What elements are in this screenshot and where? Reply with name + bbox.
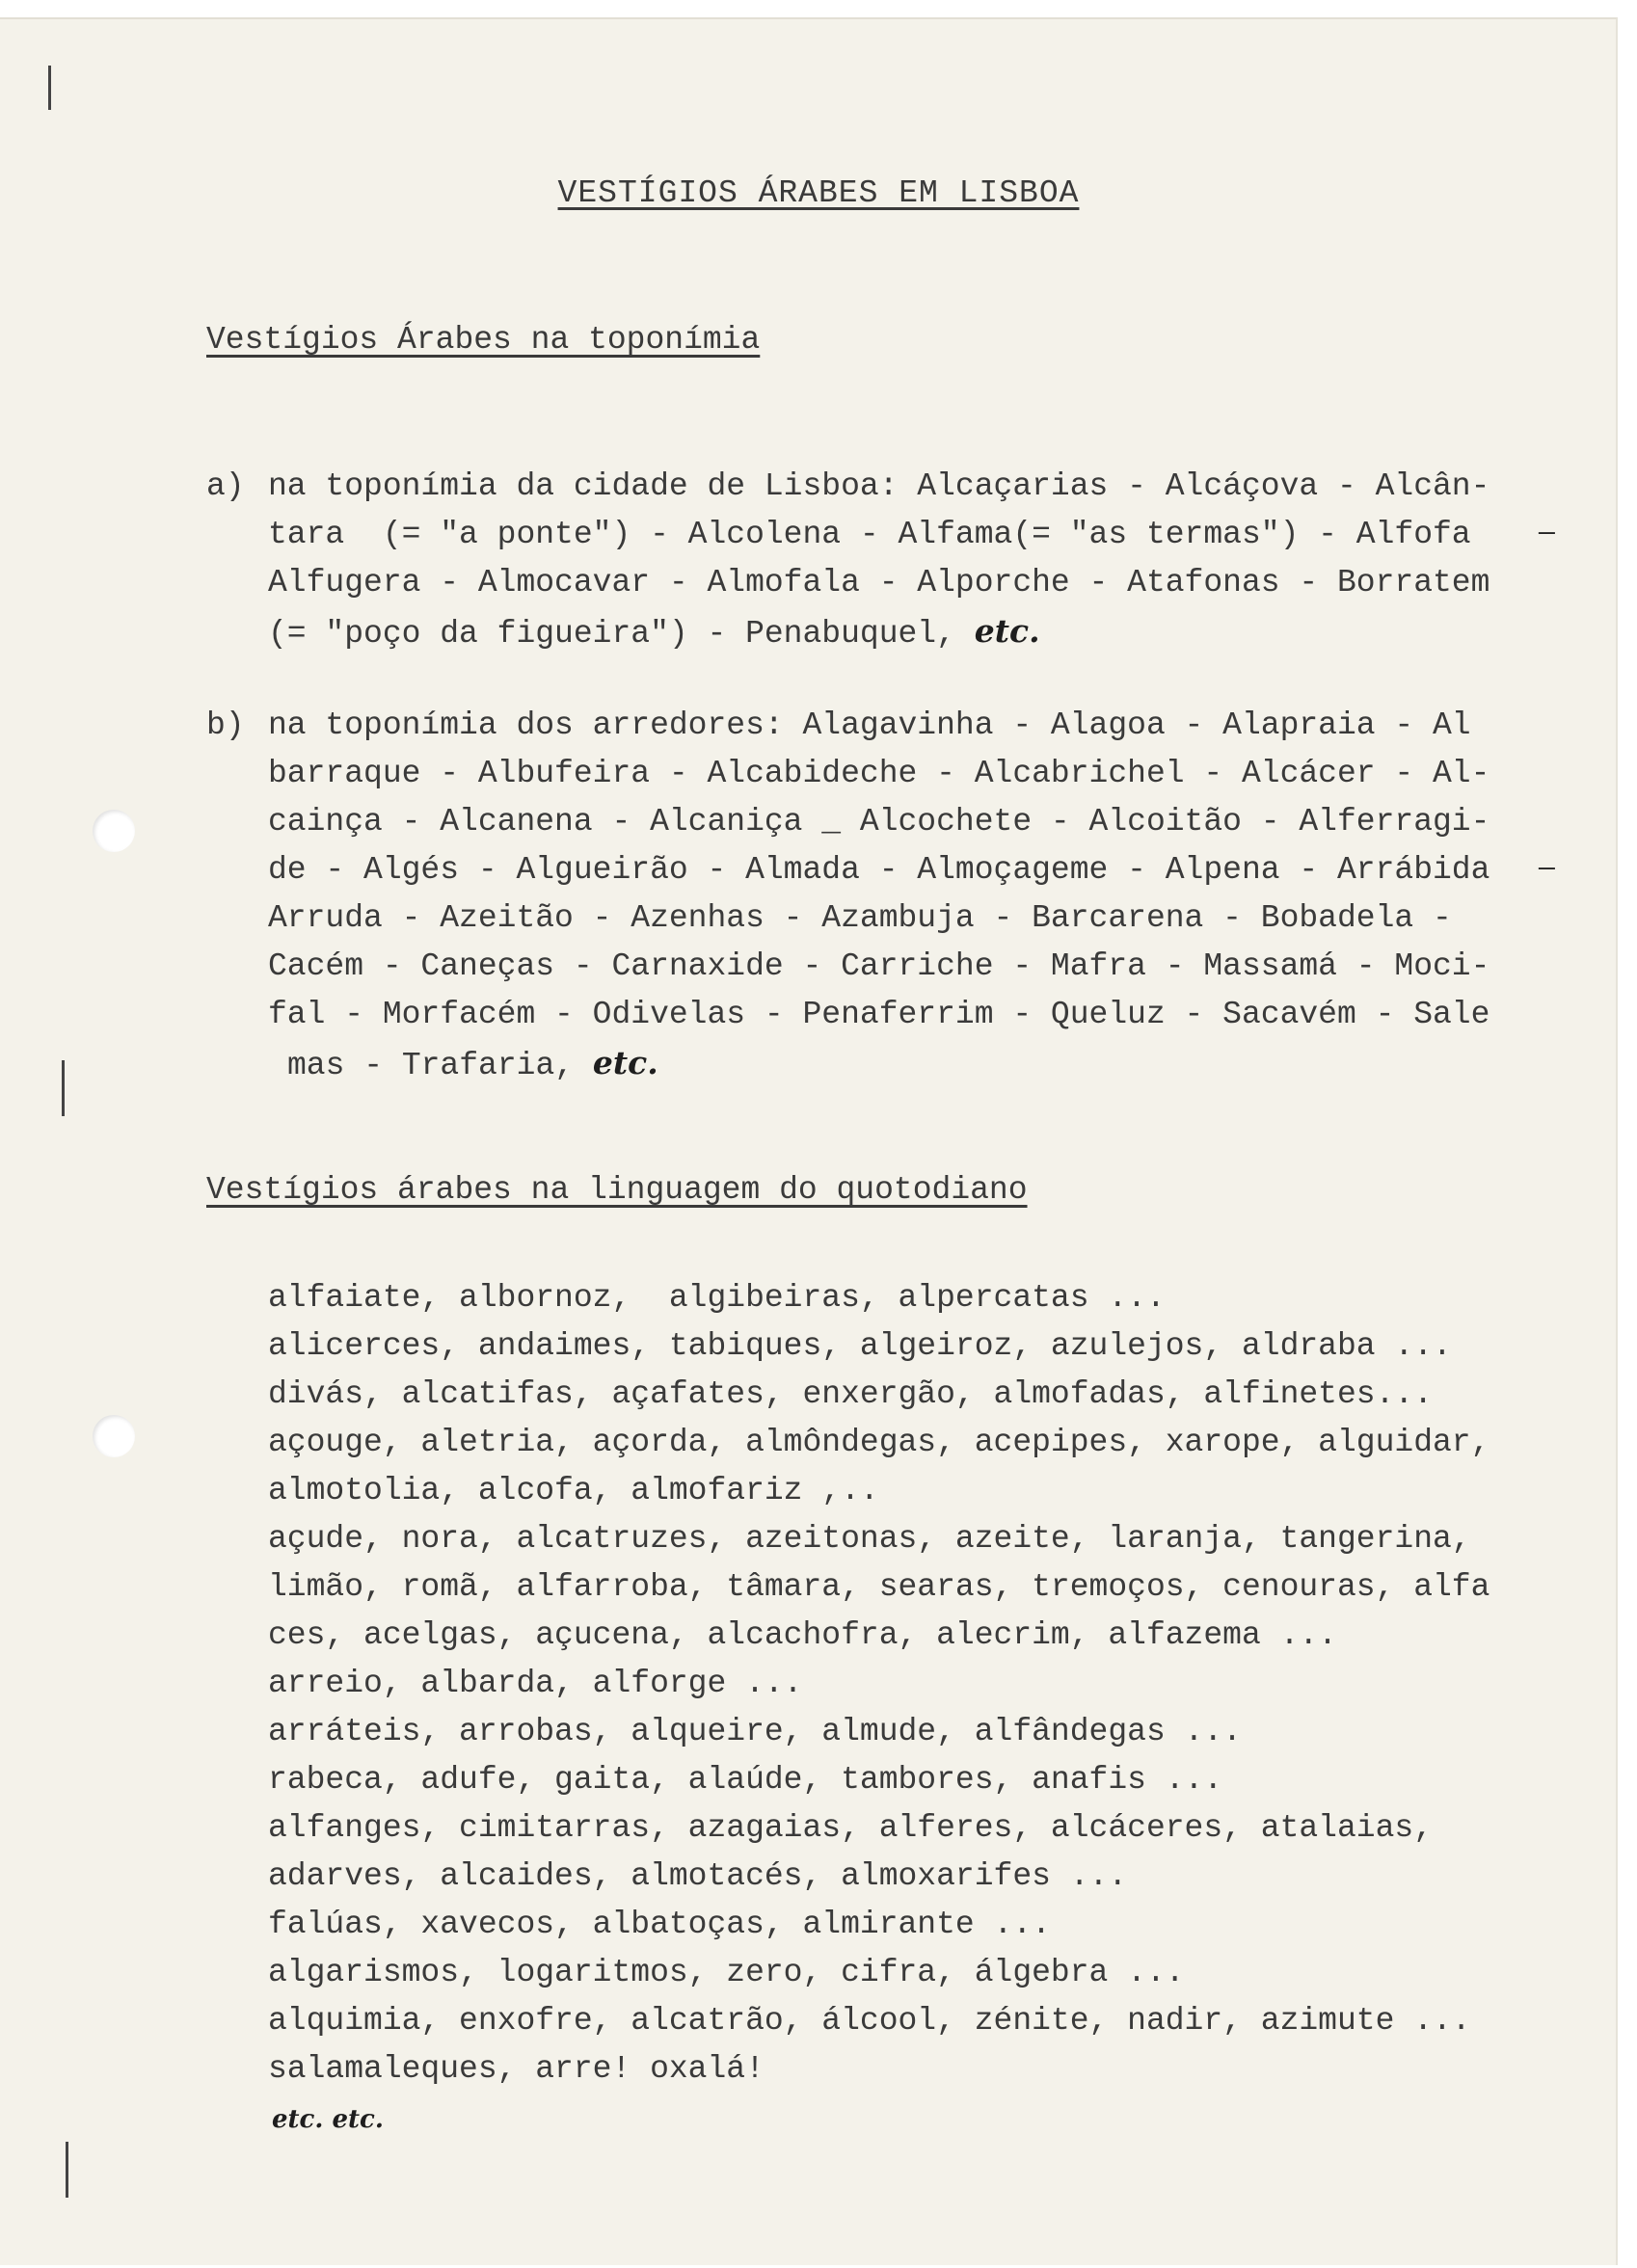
toponymy-item-b — [206, 702, 1575, 1090]
item-b-line-6: Cacém - Caneças - Carnaxide - Carriche - Mafra - Massamá - Moci- — [268, 948, 1490, 984]
vocab-line: algarismos, logaritmos, zero, cifra, álgebra ... — [268, 1955, 1185, 1990]
vocab-line: salamaleques, arre! oxalá! — [268, 2051, 765, 2087]
toponymy-heading: Vestígios Árabes na toponímia — [206, 322, 761, 358]
item-a-handwritten-etc: etc. — [974, 612, 1040, 650]
handwritten-closing-etc: etc. etc. — [272, 2105, 384, 2134]
item-b-label: b) — [206, 707, 245, 743]
vocab-line: almotolia, alcofa, almofariz ,.. — [268, 1473, 879, 1508]
margin-dash-a: — — [1539, 519, 1555, 548]
punch-hole-lower — [93, 1415, 135, 1457]
item-b-line-3: cainça - Alcanena - Alcaniça _ Alcochete - Alcoitão - Alferragi- — [268, 804, 1490, 840]
item-b-line-1: na toponímia dos arredores: Alagavinha - Alagoa - Alapraia - Al — [268, 707, 1471, 743]
item-a-line-1: na toponímia da cidade de Lisboa: Alcaçarias - Alcáçova - Alcân- — [268, 468, 1490, 504]
item-a-line-4-text: (= "poço da figueira") - Penabuquel, — [268, 616, 955, 652]
vocab-line: açude, nora, alcatruzes, azeitonas, azeite, laranja, tangerina, — [268, 1521, 1471, 1557]
vocab-line: açouge, aletria, açorda, almôndegas, acepipes, xarope, alguidar, — [268, 1425, 1490, 1460]
toponymy-item-a — [206, 463, 1575, 658]
edge-mark-bottom — [66, 2142, 68, 2198]
item-b-line-8-text: mas - Trafaria, — [287, 1048, 575, 1083]
edge-mark-top — [48, 66, 51, 110]
item-a-line-3: Alfugera - Almocavar - Almofala - Alporche - Atafonas - Borratem — [268, 565, 1490, 600]
item-a-line-2: tara (= "a ponte") - Alcolena - Alfama(= "as termas") - Alfofa — [268, 517, 1471, 552]
margin-dash-b: — — [1539, 854, 1555, 884]
vocab-line: divás, alcatifas, açafates, enxergão, almofadas, alfinetes... — [268, 1376, 1433, 1412]
item-b-line-8 — [206, 1039, 1575, 1090]
vocab-line: alquimia, enxofre, alcatrão, álcool, zénite, nadir, azimute ... — [268, 2003, 1471, 2039]
vocab-line: rabeca, adufe, gaita, alaúde, tambores, anafis ... — [268, 1762, 1223, 1798]
edge-mark-middle — [62, 1060, 65, 1116]
item-b-line-4: de - Algés - Algueirão - Almada - Almoçageme - Alpena - Arrábida — [268, 852, 1490, 888]
vocab-line: alfanges, cimitarras, azagaias, alferes, alcáceres, atalaias, — [268, 1810, 1433, 1846]
vocab-line: ces, acelgas, açucena, alcachofra, alecrim, alfazema ... — [268, 1617, 1337, 1653]
item-b-line-7: fal - Morfacém - Odivelas - Penaferrim - Queluz - Sacavém - Sale — [268, 997, 1490, 1032]
vocab-line: adarves, alcaides, almotacés, almoxarifes ... — [268, 1858, 1128, 1894]
item-a-label: a) — [206, 468, 245, 504]
item-b-handwritten-etc: etc. — [592, 1044, 658, 1081]
vocab-line: alfaiate, albornoz, algibeiras, alpercatas ... — [268, 1280, 1166, 1316]
daily-language-heading: Vestígios árabes na linguagem do quotodiano — [206, 1172, 1028, 1208]
vocab-line: alicerces, andaimes, tabiques, algeiroz, azulejos, aldraba ... — [268, 1328, 1452, 1364]
item-b-line-2: barraque - Albufeira - Alcabideche - Alcabrichel - Alcácer - Al- — [268, 756, 1490, 791]
item-a-line-4 — [206, 607, 1575, 658]
vocab-line: arráteis, arrobas, alqueire, almude, alfândegas ... — [268, 1714, 1242, 1749]
vocab-line: limão, romã, alfarroba, tâmara, searas, tremoços, cenouras, alfa — [268, 1569, 1490, 1605]
daily-language-list — [268, 1274, 1598, 2094]
item-b-line-5: Arruda - Azeitão - Azenhas - Azambuja - Barcarena - Bobadela - — [268, 900, 1452, 936]
vocab-line: falúas, xavecos, albatoças, almirante ... — [268, 1907, 1051, 1942]
punch-hole-upper — [93, 810, 135, 852]
page-title: VESTÍGIOS ÁRABES EM LISBOA — [557, 175, 1080, 211]
vocab-line: arreio, albarda, alforge ... — [268, 1666, 803, 1701]
